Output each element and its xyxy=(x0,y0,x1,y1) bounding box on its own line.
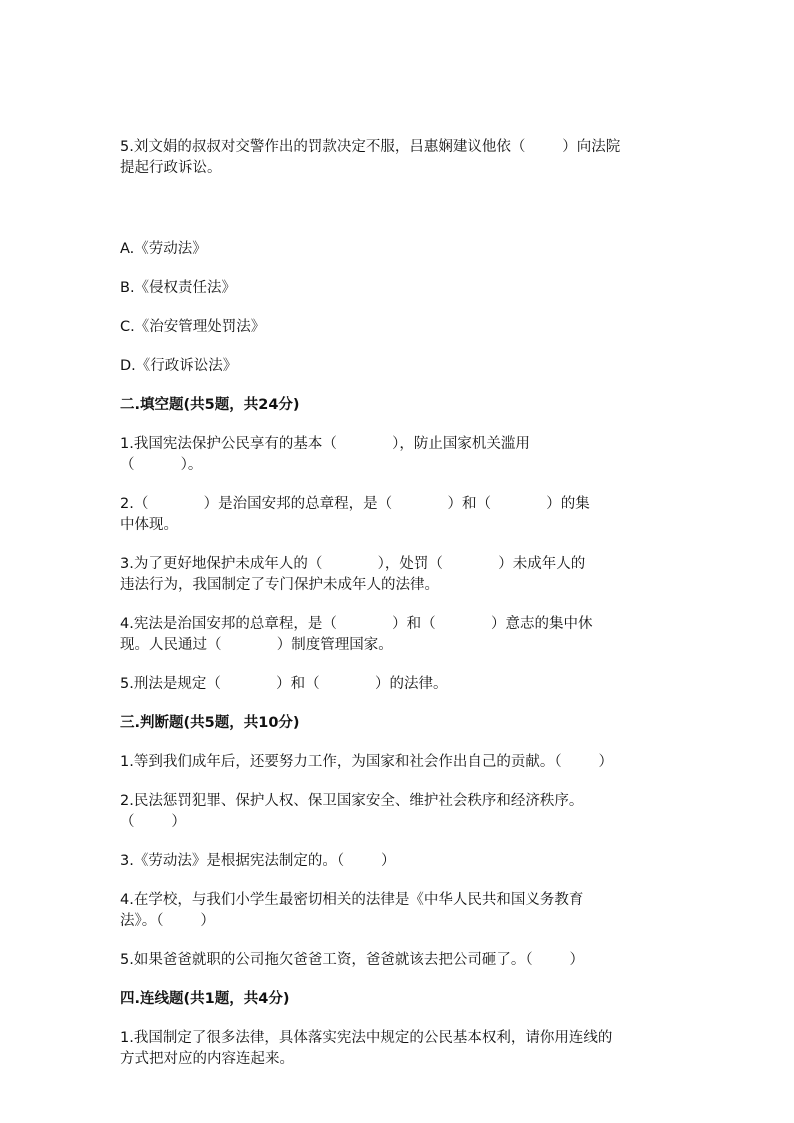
question-line: 提起行政诉讼。 xyxy=(120,160,222,176)
question-line: 方式把对应的内容连起来。 xyxy=(120,1051,294,1067)
fill-question-3 xyxy=(120,554,680,596)
question-line: 2.民法惩罚犯罪、保护人权、保卫国家安全、维护社会秩序和经济秩序。 xyxy=(120,793,584,809)
fill-question-5 xyxy=(120,674,680,695)
section-title: 三.判断题(共5题，共10分) xyxy=(120,715,300,731)
page-content xyxy=(120,95,680,1088)
judge-question-3 xyxy=(120,851,680,872)
question-line: 中体现。 xyxy=(120,517,178,533)
option-a: A.《劳动法》 xyxy=(120,241,207,257)
question-line: 2.（ ）是治国安邦的总章程，是（ ）和（ ）的集 xyxy=(120,496,590,512)
multiple-choice-question-5 xyxy=(120,95,680,377)
question-line: 违法行为，我国制定了专门保护未成年人的法律。 xyxy=(120,577,439,593)
question-line: 现。人民通过（ ）制度管理国家。 xyxy=(120,637,393,653)
judge-question-5 xyxy=(120,950,680,971)
option-b: B.《侵权责任法》 xyxy=(120,280,237,296)
section-title: 二.填空题(共5题，共24分) xyxy=(120,397,300,413)
question-line: 4.在学校，与我们小学生最密切相关的法律是《中华人民共和国义务教育 xyxy=(120,892,584,908)
judge-question-1 xyxy=(120,752,680,773)
option-d: D.《行政诉讼法》 xyxy=(120,358,238,374)
question-line: 1.我国制定了很多法律，具体落实宪法中规定的公民基本权利，请你用连线的 xyxy=(120,1030,613,1046)
question-line: 3.为了更好地保护未成年人的（ ），处罚（ ）未成年人的 xyxy=(120,556,586,572)
question-line: 3.《劳动法》是根据宪法制定的。（ ） xyxy=(120,853,396,869)
question-line: 1.等到我们成年后，还要努力工作，为国家和社会作出自己的贡献。（ ） xyxy=(120,754,613,770)
question-line: 5.刑法是规定（ ）和（ ）的法律。 xyxy=(120,676,448,692)
matching-section xyxy=(120,989,680,1070)
question-text xyxy=(120,95,680,221)
fill-in-blank-section xyxy=(120,395,680,695)
question-line: 4.宪法是治国安邦的总章程，是（ ）和（ ）意志的集中休 xyxy=(120,616,593,632)
fill-question-2 xyxy=(120,494,680,536)
judge-question-4 xyxy=(120,890,680,932)
matching-question-1 xyxy=(120,1028,680,1070)
judge-question-2 xyxy=(120,791,680,833)
question-line: 5.刘文娟的叔叔对交警作出的罚款决定不服，吕惠娴建议他依（ ）向法院 xyxy=(120,139,621,155)
fill-question-4 xyxy=(120,614,680,656)
question-line: 法》。（ ） xyxy=(120,913,215,929)
question-line: 5.如果爸爸就职的公司拖欠爸爸工资，爸爸就该去把公司砸了。（ ） xyxy=(120,952,584,968)
true-false-section xyxy=(120,713,680,971)
question-line: （ ） xyxy=(120,814,186,830)
question-line: （ ）。 xyxy=(120,457,203,473)
fill-question-1 xyxy=(120,434,680,476)
section-title: 四.连线题(共1题，共4分) xyxy=(120,991,290,1007)
option-c: C.《治安管理处罚法》 xyxy=(120,319,266,335)
question-line: 1.我国宪法保护公民享有的基本（ ），防止国家机关滥用 xyxy=(120,436,530,452)
